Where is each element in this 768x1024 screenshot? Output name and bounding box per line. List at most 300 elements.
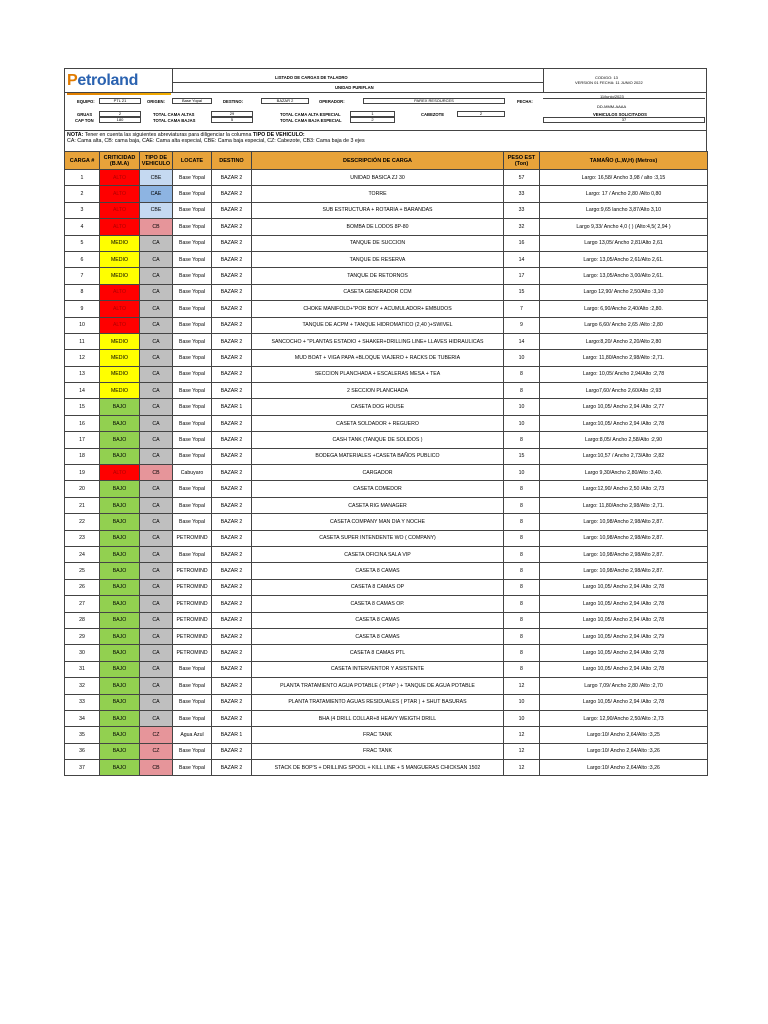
cell-peso: 10: [504, 694, 540, 710]
cell-descripcion: CASETA SUPER INTENDENTE WO ( COMPANY): [252, 530, 504, 546]
cell-carga: 26: [65, 579, 100, 595]
cell-locate: Base Yopal: [173, 383, 212, 399]
cell-tipo: CA: [140, 415, 173, 431]
cell-tamano: Largo: 10,98/Ancho 2,98/Alto 2,87.: [540, 514, 708, 530]
cell-carga: 5: [65, 235, 100, 251]
cell-tipo: CBE: [140, 170, 173, 186]
cell-criticidad: MEDIO: [100, 350, 140, 366]
cell-descripcion: SECCION PLANCHADA + ESCALERAS MESA + TEA: [252, 366, 504, 382]
col-criticidad: CRITICIDAD (B.M.A): [100, 152, 140, 170]
cell-criticidad: BAJO: [100, 448, 140, 464]
origen-field[interactable]: Base Yopal: [172, 98, 212, 104]
cell-destino: BAZAR 2: [212, 628, 252, 644]
table-row: [65, 514, 708, 530]
cell-tipo: CBE: [140, 202, 173, 218]
cell-peso: 7: [504, 301, 540, 317]
cell-carga: 32: [65, 678, 100, 694]
cell-criticidad: BAJO: [100, 399, 140, 415]
cell-locate: Base Yopal: [173, 186, 212, 202]
total-cama-altas-field[interactable]: 29: [211, 111, 253, 117]
table-row: [65, 579, 708, 595]
table-row: [65, 432, 708, 448]
cell-criticidad: MEDIO: [100, 235, 140, 251]
cell-criticidad: BAJO: [100, 563, 140, 579]
table-row: [65, 383, 708, 399]
cell-criticidad: ALTO: [100, 301, 140, 317]
cell-locate: Base Yopal: [173, 202, 212, 218]
cell-tipo: CA: [140, 645, 173, 661]
cell-tamano: Largo: 10,98/Ancho 2,98/Alto 2,87.: [540, 563, 708, 579]
col-descripcion: DESCRIPCIÓN DE CARGA: [252, 152, 504, 170]
col-peso: PESO EST (Ton): [504, 152, 540, 170]
cell-tipo: CA: [140, 563, 173, 579]
cell-destino: BAZAR 2: [212, 186, 252, 202]
cell-carga: 22: [65, 514, 100, 530]
cell-locate: Base Yopal: [173, 284, 212, 300]
cell-locate: Base Yopal: [173, 448, 212, 464]
document-header: Petroland LISTADO DE CARGAS DE TALADRO UNIDAD PURIFLAN CODIGO: 13 VERSION 01 FECHA: 11 JUNIO 2022 EQUIPO: PTL 21 ORIGEN: Base Yopal DESTINO: BAZAR 2 OPERADOR: PAREX RESOURCES FECHA: 11/junio/2023 DD-MMM-AAAA GRUAS 2 CAP TON 180 TOTAL CAMA ALTAS 29 TOTAL CAMA BAJAS 5 TOTAL CAMA ALTA ESPECIAL 1 TOTAL CAMA BAJA ESPECIAL 2 CABEZOTE 2 VEHICULOS SOLICITADOS 37: [64, 68, 707, 131]
cell-tamano: Largo 10,05/ Ancho 2,94 /Alto :2,78: [540, 661, 708, 677]
cell-descripcion: CHOKE MANIFOLD+"POR BOY + ACUMULADOR+ EMBUDOS: [252, 301, 504, 317]
cell-tamano: Largo: 12,90/Ancho 2,50/Alto :2,73: [540, 710, 708, 726]
table-row: [65, 415, 708, 431]
table-row: [65, 563, 708, 579]
cell-tamano: Largo 9,33/ Ancho 4,0 ( ) (Alto:4,5( 2,94 ): [540, 219, 708, 235]
cell-descripcion: BOMBA DE LODOS 8P-80: [252, 219, 504, 235]
doc-version: VERSION 01 FECHA: 11 JUNIO 2022: [575, 80, 643, 85]
cell-locate: PETROMIND: [173, 579, 212, 595]
table-row: [65, 743, 708, 759]
cell-peso: 12: [504, 678, 540, 694]
cell-tipo: CA: [140, 661, 173, 677]
cell-carga: 2: [65, 186, 100, 202]
cell-carga: 15: [65, 399, 100, 415]
table-row: [65, 546, 708, 562]
operador-field[interactable]: PAREX RESOURCES: [363, 98, 505, 104]
table-row: [65, 251, 708, 267]
fecha-value[interactable]: 11/junio/2023: [600, 94, 624, 99]
cell-destino: BAZAR 1: [212, 399, 252, 415]
total-baja-especial-field[interactable]: 2: [350, 117, 395, 123]
cell-locate: Base Yopal: [173, 251, 212, 267]
cell-tamano: Largo 10,05/ Ancho 2,94 /Alto :2,78: [540, 694, 708, 710]
fecha-format: DD-MMM-AAAA: [597, 104, 627, 109]
cell-descripcion: TANQUE DE RESERVA: [252, 251, 504, 267]
cell-destino: BAZAR 2: [212, 563, 252, 579]
cell-locate: Base Yopal: [173, 301, 212, 317]
cell-descripcion: CASETA 8 CAMAS OP.: [252, 596, 504, 612]
cell-locate: Base Yopal: [173, 366, 212, 382]
cell-destino: BAZAR 2: [212, 251, 252, 267]
cell-peso: 12: [504, 743, 540, 759]
cell-criticidad: BAJO: [100, 760, 140, 776]
capton-field[interactable]: 180: [99, 117, 141, 123]
cell-tamano: Largo 10,05/ Ancho 2,94 /Alto :2,78: [540, 645, 708, 661]
cell-tipo: CA: [140, 399, 173, 415]
cell-carga: 33: [65, 694, 100, 710]
cell-tamano: Largo 12,90/ Ancho 2,50/Alto :3,10: [540, 284, 708, 300]
cell-descripcion: CASETA DOG HOUSE: [252, 399, 504, 415]
cell-tamano: Largo: 10,98/Ancho 2,98/Alto 2,87.: [540, 546, 708, 562]
cell-criticidad: BAJO: [100, 497, 140, 513]
cell-peso: 8: [504, 563, 540, 579]
doc-code: CODIGO: 13: [595, 75, 618, 80]
cell-tamano: Largo 10,05/ Ancho 2,94 /Alto :2,79: [540, 628, 708, 644]
cell-tipo: CA: [140, 710, 173, 726]
cell-carga: 37: [65, 760, 100, 776]
cell-tamano: Largo: 10,05/ Ancho 2,94/Alto :2,78: [540, 366, 708, 382]
table-row: [65, 350, 708, 366]
cell-descripcion: CASETA SOLDADOR + REGUERO: [252, 415, 504, 431]
cell-criticidad: BAJO: [100, 612, 140, 628]
vehiculos-solicitados-field[interactable]: 37: [543, 117, 705, 123]
cell-tamano: Largo: 13,05/Ancho 2,61/Alto 2,61.: [540, 251, 708, 267]
cell-locate: Base Yopal: [173, 694, 212, 710]
cell-tipo: CA: [140, 530, 173, 546]
table-row: [65, 170, 708, 186]
cell-descripcion: CASETA COMPANY MAN DIA Y NOCHE: [252, 514, 504, 530]
cell-criticidad: MEDIO: [100, 366, 140, 382]
cell-carga: 1: [65, 170, 100, 186]
cell-carga: 11: [65, 333, 100, 349]
cell-criticidad: MEDIO: [100, 383, 140, 399]
cell-peso: 8: [504, 596, 540, 612]
cell-carga: 20: [65, 481, 100, 497]
table-row: [65, 317, 708, 333]
cell-carga: 27: [65, 596, 100, 612]
table-row: [65, 448, 708, 464]
cell-descripcion: CASH TANK (TANQUE DE SOLIDOS ): [252, 432, 504, 448]
cell-tipo: CA: [140, 612, 173, 628]
cell-tipo: CA: [140, 546, 173, 562]
cell-descripcion: TANQUE DE ACPM + TANQUE HIDROMATICO (2,40 )+SWIVEL: [252, 317, 504, 333]
table-row: [65, 202, 708, 218]
cell-peso: 8: [504, 497, 540, 513]
cell-carga: 21: [65, 497, 100, 513]
cell-destino: BAZAR 2: [212, 710, 252, 726]
cell-peso: 8: [504, 612, 540, 628]
cell-locate: PETROMIND: [173, 628, 212, 644]
col-tamano: TAMAÑO (L,W,H) (Metros): [540, 152, 708, 170]
table-row: [65, 333, 708, 349]
cell-tipo: CA: [140, 268, 173, 284]
cell-tipo: CA: [140, 284, 173, 300]
cell-descripcion: CASETA COMEDOR: [252, 481, 504, 497]
cell-destino: BAZAR 2: [212, 596, 252, 612]
cell-locate: Base Yopal: [173, 333, 212, 349]
cell-carga: 8: [65, 284, 100, 300]
cell-tamano: Largo 10,05/ Ancho 2,94 /Alto :2,78: [540, 596, 708, 612]
cell-tipo: CZ: [140, 727, 173, 743]
cell-destino: BAZAR 2: [212, 366, 252, 382]
cell-criticidad: BAJO: [100, 678, 140, 694]
cell-descripcion: SANCOCHO + "PLANTAS ESTADIO + SHAKER+DRILLING LINE+ LLAVES HIDRAULICAS: [252, 333, 504, 349]
cell-carga: 9: [65, 301, 100, 317]
cell-descripcion: STACK DE BOP'S + DRILLING SPOOL + KILL LINE + 5 MANGUERAS CHICKSAN 1502: [252, 760, 504, 776]
cell-carga: 3: [65, 202, 100, 218]
cell-locate: PETROMIND: [173, 530, 212, 546]
cell-carga: 25: [65, 563, 100, 579]
table-row: [65, 219, 708, 235]
cell-peso: 10: [504, 350, 540, 366]
cell-tipo: CZ: [140, 743, 173, 759]
cell-tipo: CA: [140, 432, 173, 448]
table-row: [65, 596, 708, 612]
gruas-field[interactable]: 2: [99, 111, 141, 117]
cell-tipo: CA: [140, 596, 173, 612]
cell-destino: BAZAR 2: [212, 202, 252, 218]
cell-locate: PETROMIND: [173, 563, 212, 579]
cell-tipo: CA: [140, 317, 173, 333]
table-row: [65, 268, 708, 284]
total-alta-especial-field[interactable]: 1: [350, 111, 395, 117]
cell-carga: 23: [65, 530, 100, 546]
cell-tamano: Largo: 10,98/Ancho 2,98/Alto 2,87.: [540, 530, 708, 546]
cell-tamano: Largo:9,65 lancho 3,87/Alto 3,10: [540, 202, 708, 218]
cell-tamano: Largo:10,57 / Ancho 2,73/Alto :2,82: [540, 448, 708, 464]
cell-criticidad: MEDIO: [100, 251, 140, 267]
cell-locate: Base Yopal: [173, 399, 212, 415]
cell-tamano: Largo: 6,90/Ancho 2,40/Alto :2,80.: [540, 301, 708, 317]
cell-locate: Base Yopal: [173, 235, 212, 251]
cell-tipo: CA: [140, 235, 173, 251]
petroland-logo: Petroland: [67, 72, 171, 94]
cell-criticidad: ALTO: [100, 317, 140, 333]
cell-carga: 18: [65, 448, 100, 464]
loads-table: [64, 151, 708, 776]
cell-peso: 8: [504, 579, 540, 595]
cell-peso: 32: [504, 219, 540, 235]
cell-tamano: Largo: 13,05/Ancho 3,00/Alto 2,61.: [540, 268, 708, 284]
cell-descripcion: CASETA OFICINA SALA VIP: [252, 546, 504, 562]
cell-destino: BAZAR 2: [212, 546, 252, 562]
cell-destino: BAZAR 2: [212, 612, 252, 628]
col-tipo: TIPO DE VEHICULO: [140, 152, 173, 170]
table-row: [65, 301, 708, 317]
cell-criticidad: BAJO: [100, 661, 140, 677]
cell-criticidad: BAJO: [100, 579, 140, 595]
cell-tamano: Largo 10,05/ Ancho 2,94 /Alto :2,77: [540, 399, 708, 415]
table-row: [65, 481, 708, 497]
cell-criticidad: BAJO: [100, 432, 140, 448]
cell-carga: 7: [65, 268, 100, 284]
cell-tipo: CA: [140, 350, 173, 366]
cell-carga: 19: [65, 465, 100, 481]
cell-tipo: CB: [140, 219, 173, 235]
cell-peso: 57: [504, 170, 540, 186]
cell-locate: Base Yopal: [173, 497, 212, 513]
cell-peso: 14: [504, 333, 540, 349]
cell-peso: 8: [504, 546, 540, 562]
cell-locate: PETROMIND: [173, 612, 212, 628]
total-cama-bajas-field[interactable]: 5: [211, 117, 253, 123]
cell-destino: BAZAR 2: [212, 743, 252, 759]
abbreviation-note: NOTA: Tener en cuenta las siguientes abreviaturas para diligenciar la columna TIPO DE VEHICULO: CA: Cama alta, CB: cama baja, CAE: Cama alta especial, CBE: Cama baja especial, CZ: Cabezote, CB3: Cama baja de 3 ejes: [64, 131, 707, 151]
cell-descripcion: TANQUE DE RETORNOS: [252, 268, 504, 284]
cell-tipo: CA: [140, 301, 173, 317]
cell-descripcion: 2 SECCION PLANCHADA: [252, 383, 504, 399]
cell-destino: BAZAR 2: [212, 481, 252, 497]
cell-tamano: Largo: 16,58/ Ancho 3,98 / alto :3,15: [540, 170, 708, 186]
cell-tipo: CA: [140, 514, 173, 530]
cell-locate: Cabuyaro: [173, 465, 212, 481]
cell-carga: 14: [65, 383, 100, 399]
cell-tamano: Largo: 11,80/Ancho 2,98/Alto :2,71.: [540, 497, 708, 513]
cell-tipo: CA: [140, 448, 173, 464]
cell-destino: BAZAR 2: [212, 661, 252, 677]
cell-criticidad: ALTO: [100, 186, 140, 202]
table-row: [65, 694, 708, 710]
cell-tamano: Largo:8,20/ Ancho 2,20/Alto 2,80: [540, 333, 708, 349]
cell-destino: BAZAR 2: [212, 465, 252, 481]
cell-tipo: CA: [140, 333, 173, 349]
cell-descripcion: PLANTA TRATAMIENTO AGUA POTABLE ( PTAP ) + TANQUE DE AGUA POTABLE: [252, 678, 504, 694]
cell-tipo: CA: [140, 366, 173, 382]
cell-criticidad: MEDIO: [100, 333, 140, 349]
cell-locate: Base Yopal: [173, 743, 212, 759]
cell-tipo: CA: [140, 628, 173, 644]
table-row: [65, 628, 708, 644]
cell-tipo: CAE: [140, 186, 173, 202]
cell-criticidad: BAJO: [100, 415, 140, 431]
table-row: [65, 497, 708, 513]
cell-descripcion: PLANTA TRATAMIENTO AGUAS RESIDUALES ( PTAR ) + SHUT BASURAS: [252, 694, 504, 710]
cell-locate: Base Yopal: [173, 219, 212, 235]
cell-carga: 16: [65, 415, 100, 431]
cell-descripcion: CASETA RIG MANAGER: [252, 497, 504, 513]
col-destino: DESTINO: [212, 152, 252, 170]
cell-peso: 8: [504, 645, 540, 661]
cell-peso: 15: [504, 284, 540, 300]
table-row: [65, 760, 708, 776]
cell-tamano: Largo:10,05/ Ancho 2,94 /Alto :2,78: [540, 415, 708, 431]
cell-descripcion: TANQUE DE SUCCION: [252, 235, 504, 251]
cell-tipo: CA: [140, 678, 173, 694]
cell-carga: 10: [65, 317, 100, 333]
cell-descripcion: CASETA INTERVENTOR Y ASISTENTE: [252, 661, 504, 677]
cell-tamano: Largo 10,05/ Ancho 2,94 /Alto :2,78: [540, 579, 708, 595]
cell-peso: 33: [504, 202, 540, 218]
cell-peso: 12: [504, 760, 540, 776]
cell-descripcion: UNIDAD BASICA ZJ 30: [252, 170, 504, 186]
cell-destino: BAZAR 2: [212, 514, 252, 530]
cell-locate: Base Yopal: [173, 432, 212, 448]
table-row: [65, 612, 708, 628]
table-row: [65, 366, 708, 382]
cell-tipo: CA: [140, 497, 173, 513]
cell-peso: 10: [504, 415, 540, 431]
cell-destino: BAZAR 2: [212, 317, 252, 333]
cell-criticidad: BAJO: [100, 645, 140, 661]
unit-name: UNIDAD PURIFLAN: [335, 85, 374, 90]
cell-carga: 34: [65, 710, 100, 726]
cell-carga: 6: [65, 251, 100, 267]
cell-tamano: Largo: 11,80/Ancho 2,98/Alto :2,71.: [540, 350, 708, 366]
table-row: [65, 235, 708, 251]
cell-peso: 16: [504, 235, 540, 251]
cell-descripcion: CASETA 8 CAMAS: [252, 563, 504, 579]
cell-criticidad: BAJO: [100, 546, 140, 562]
cell-locate: Base Yopal: [173, 317, 212, 333]
cell-tamano: Largo 10,05/ Ancho 2,94 /Alto :2,78: [540, 612, 708, 628]
cell-peso: 8: [504, 661, 540, 677]
cell-peso: 8: [504, 530, 540, 546]
cell-locate: PETROMIND: [173, 596, 212, 612]
cell-tipo: CB: [140, 465, 173, 481]
cell-criticidad: ALTO: [100, 284, 140, 300]
cell-locate: Base Yopal: [173, 546, 212, 562]
cell-criticidad: ALTO: [100, 170, 140, 186]
cell-carga: 24: [65, 546, 100, 562]
cell-destino: BAZAR 1: [212, 727, 252, 743]
cell-tamano: Largo: 17 / Ancho 2,80 /Alto 0,80: [540, 186, 708, 202]
destino-field[interactable]: BAZAR 2: [261, 98, 309, 104]
cell-destino: BAZAR 2: [212, 333, 252, 349]
cell-peso: 9: [504, 317, 540, 333]
cell-tamano: Largo7,60/ Ancho 2,60/Alto :2,93: [540, 383, 708, 399]
cell-locate: Agua Azul: [173, 727, 212, 743]
cell-descripcion: FRAC TANK: [252, 727, 504, 743]
cell-destino: BAZAR 2: [212, 301, 252, 317]
cell-peso: 8: [504, 514, 540, 530]
cell-locate: Base Yopal: [173, 481, 212, 497]
cell-locate: Base Yopal: [173, 760, 212, 776]
cell-peso: 8: [504, 366, 540, 382]
cabezote-field[interactable]: 2: [457, 111, 505, 117]
cell-peso: 8: [504, 432, 540, 448]
cell-tipo: CA: [140, 694, 173, 710]
cell-descripcion: CASETA 8 CAMAS OP: [252, 579, 504, 595]
cell-criticidad: BAJO: [100, 514, 140, 530]
cell-tamano: Largo 9,30/Ancho 2,80/Alto :3,40.: [540, 465, 708, 481]
cell-descripcion: CASETA 8 CAMAS: [252, 612, 504, 628]
cell-destino: BAZAR 2: [212, 350, 252, 366]
cell-tipo: CB: [140, 760, 173, 776]
cell-destino: BAZAR 2: [212, 219, 252, 235]
cell-criticidad: ALTO: [100, 202, 140, 218]
cell-carga: 17: [65, 432, 100, 448]
load-list-sheet: [64, 68, 707, 776]
cell-tipo: CA: [140, 383, 173, 399]
cell-destino: BAZAR 2: [212, 415, 252, 431]
cell-destino: BAZAR 2: [212, 678, 252, 694]
cell-criticidad: MEDIO: [100, 268, 140, 284]
cell-criticidad: BAJO: [100, 530, 140, 546]
cell-tipo: CA: [140, 579, 173, 595]
cell-descripcion: FRAC TANK: [252, 743, 504, 759]
cell-carga: 35: [65, 727, 100, 743]
cell-destino: BAZAR 2: [212, 579, 252, 595]
cell-descripcion: BODEGA MATERIALES +CASETA BAÑOS PUBLICO: [252, 448, 504, 464]
document-title: LISTADO DE CARGAS DE TALADRO: [275, 75, 348, 80]
table-row: [65, 530, 708, 546]
cell-descripcion: CASETA 8 CAMAS PTL: [252, 645, 504, 661]
cell-tamano: Largo:10/ Ancho 2,64/Alto :3,26: [540, 743, 708, 759]
cell-criticidad: BAJO: [100, 628, 140, 644]
cell-carga: 12: [65, 350, 100, 366]
equipo-field[interactable]: PTL 21: [99, 98, 141, 104]
table-header-row: [65, 152, 708, 170]
cell-peso: 12: [504, 727, 540, 743]
cell-locate: Base Yopal: [173, 514, 212, 530]
cell-peso: 10: [504, 465, 540, 481]
cell-destino: BAZAR 2: [212, 530, 252, 546]
cell-descripcion: CARGADOR: [252, 465, 504, 481]
cell-carga: 31: [65, 661, 100, 677]
cell-peso: 8: [504, 383, 540, 399]
cell-criticidad: ALTO: [100, 465, 140, 481]
cell-tamano: Largo:10/ Ancho 2,64/Alto :3,26: [540, 760, 708, 776]
